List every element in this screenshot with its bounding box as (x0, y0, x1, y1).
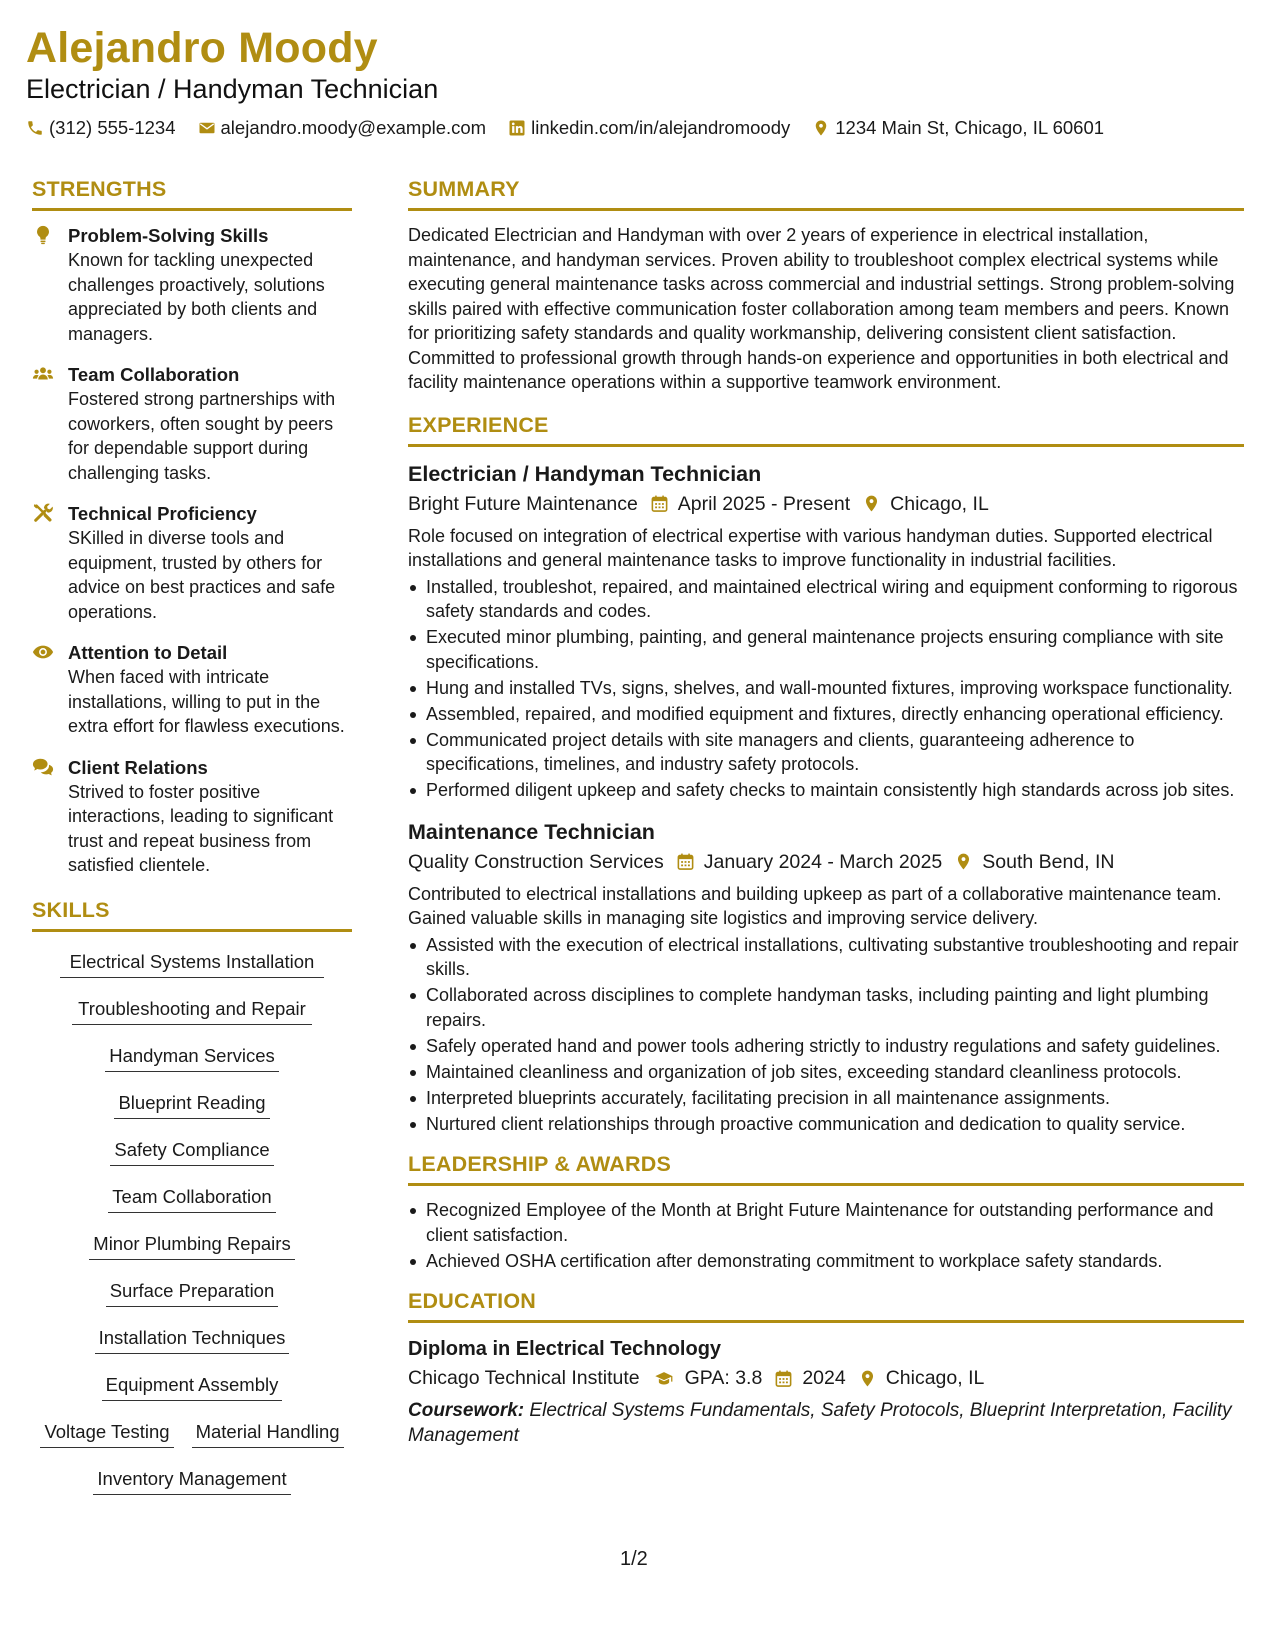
education-gpa: GPA: 3.8 (684, 1367, 763, 1389)
summary-text: Dedicated Electrician and Handyman with over 2 years of experience in electrical installation, maintenance, and handyman services. Proven ability to troubleshoot complex electrical systems while executing general maintenance tasks across commercial and industrial settings. Strong problem-solving skills paired with effective communication foster collaboration among team members and peers. Known for prioritizing safety standards and quality workmanship, delivering consistent client satisfaction. Committed to professional growth through hands-on experience and opportunities in both electrical and facility maintenance operations within a supportive teamwork environment. (408, 225, 1235, 392)
contact-phone-text: (312) 555-1234 (49, 117, 176, 138)
strength-item (32, 640, 352, 739)
bullet-item: Communicated project details with site managers and clients, guaranteeing adherence to specifications, timelines, and industry safety protocols. (408, 728, 1244, 777)
strength-title: Client Relations (68, 756, 208, 778)
bullet-item: Performed diligent upkeep and safety checks to maintain consistently high standards across job sites. (408, 778, 1244, 803)
job-location: South Bend, IN (982, 850, 1115, 873)
coursework-text: Electrical Systems Fundamentals, Safety Protocols, Blueprint Interpretation, Facility Management (408, 1400, 1232, 1446)
strength-item (32, 501, 352, 624)
skill-tag: Troubleshooting and Repair (72, 997, 312, 1025)
graduation-cap-icon (652, 1369, 676, 1388)
contact-address-text: 1234 Main St, Chicago, IL 60601 (835, 117, 1105, 138)
job-entry (408, 459, 1244, 803)
skill-tag: Blueprint Reading (114, 1091, 269, 1119)
skill-tag: Installation Techniques (95, 1326, 290, 1354)
education-year: 2024 (802, 1367, 846, 1389)
skill-tag: Surface Preparation (106, 1279, 279, 1307)
calendar-icon (676, 852, 695, 871)
strength-item (32, 223, 352, 346)
experience-heading: EXPERIENCE (408, 411, 1244, 447)
job-company: Bright Future Maintenance (408, 492, 638, 515)
resume-header (26, 22, 1246, 140)
bullet-item: Executed minor plumbing, painting, and general maintenance projects ensuring compliance with site specifications. (408, 625, 1244, 674)
job-bullets (408, 933, 1244, 1137)
bullet-item: Hung and installed TVs, signs, shelves, and wall-mounted fixtures, improving workspace functionality. (408, 676, 1244, 701)
strength-description: Strived to foster positive interactions, leading to significant trust and repeat business from satisfied clientele. (68, 781, 334, 875)
skill-tag: Safety Compliance (110, 1138, 273, 1166)
coursework-label: Coursework: (408, 1400, 525, 1421)
calendar-icon (774, 1369, 793, 1388)
lightbulb-icon (32, 224, 54, 246)
skill-tag: Handyman Services (105, 1044, 279, 1072)
map-pin-icon (954, 852, 973, 871)
education-coursework (408, 1398, 1244, 1448)
strength-title: Technical Proficiency (68, 503, 257, 524)
summary-heading: SUMMARY (408, 175, 1244, 211)
tools-icon (32, 502, 54, 524)
job-bullets (408, 575, 1244, 803)
bullet-item: Recognized Employee of the Month at Bright Future Maintenance for outstanding performance and client satisfaction. (408, 1198, 1244, 1247)
job-description: Contributed to electrical installations and building upkeep as part of a collaborative maintenance team. Gained valuable skills in managing site logistics and improving service delivery. (408, 883, 1222, 928)
users-icon (32, 363, 54, 385)
education-heading: EDUCATION (408, 1287, 1244, 1323)
job-dates: January 2024 - March 2025 (703, 850, 943, 873)
job-title: Maintenance Technician (408, 819, 655, 844)
eye-icon (32, 641, 54, 663)
bullet-item: Assembled, repaired, and modified equipment and fixtures, directly enhancing operational efficiency. (408, 702, 1244, 727)
education-meta (408, 1363, 1244, 1393)
skill-tag: Minor Plumbing Repairs (89, 1232, 294, 1260)
strength-item (32, 362, 352, 485)
job-meta (408, 489, 1244, 519)
job-title: Electrician / Handyman Technician (408, 461, 762, 486)
bullet-item: Assisted with the execution of electrical installations, cultivating substantive troubleshooting and repair skills. (408, 933, 1244, 982)
envelope-icon (198, 119, 216, 137)
leadership-bullets (408, 1198, 1244, 1273)
candidate-name: Alejandro Moody (26, 24, 378, 72)
map-pin-icon (862, 494, 881, 513)
phone-icon (26, 119, 44, 137)
strength-description: When faced with intricate installations, willing to put in the extra effort for flawless executions. (68, 667, 345, 736)
candidate-title: Electrician / Handyman Technician (26, 74, 439, 104)
education-location: Chicago, IL (885, 1367, 985, 1389)
bullet-item: Interpreted blueprints accurately, facilitating precision in all maintenance assignments. (408, 1086, 1244, 1111)
bullet-item: Safely operated hand and power tools adhering strictly to industry regulations and safety guidelines. (408, 1034, 1244, 1059)
bullet-item: Achieved OSHA certification after demonstrating commitment to workplace safety standards. (408, 1249, 1244, 1274)
contact-address[interactable] (812, 116, 1104, 140)
education-degree: Diploma in Electrical Technology (408, 1338, 722, 1360)
skills-list (32, 946, 352, 1495)
skill-tag: Team Collaboration (108, 1185, 275, 1213)
skill-tag: Electrical Systems Installation (60, 950, 324, 978)
contact-linkedin-text: linkedin.com/in/alejandromoody (531, 117, 791, 138)
page-number: 1/2 (620, 1548, 648, 1570)
strengths-heading: STRENGTHS (32, 175, 352, 211)
skills-heading: SKILLS (32, 896, 352, 932)
education-school: Chicago Technical Institute (408, 1367, 640, 1389)
strength-item (32, 755, 352, 878)
left-column (32, 175, 352, 1495)
job-entry (408, 817, 1244, 1137)
skill-tag: Inventory Management (93, 1467, 290, 1495)
skill-tag: Voltage Testing (40, 1420, 173, 1448)
strength-title: Attention to Detail (68, 642, 228, 663)
leadership-heading: LEADERSHIP & AWARDS (408, 1150, 1244, 1186)
comments-icon (32, 756, 54, 778)
skill-tag: Equipment Assembly (102, 1373, 283, 1401)
bullet-item: Installed, troubleshot, repaired, and maintained electrical wiring and equipment conforming to rigorous safety standards and codes. (408, 575, 1244, 624)
right-column (408, 175, 1244, 1448)
calendar-icon (650, 494, 669, 513)
job-company: Quality Construction Services (408, 850, 664, 873)
contact-email[interactable] (198, 116, 487, 140)
linkedin-icon (508, 119, 526, 137)
job-description: Role focused on integration of electrical expertise with various handyman duties. Supported electrical installations and general maintenance tasks to improve functionality in industrial facilities. (408, 525, 1213, 570)
contact-phone[interactable] (26, 116, 176, 140)
bullet-item: Maintained cleanliness and organization of job sites, exceeding standard cleanliness protocols. (408, 1060, 1244, 1085)
contact-linkedin[interactable] (508, 116, 790, 140)
job-dates: April 2025 - Present (677, 492, 851, 515)
contact-email-text: alejandro.moody@example.com (220, 117, 487, 138)
contact-bar (26, 116, 1246, 140)
map-pin-icon (812, 119, 830, 137)
bullet-item: Nurtured client relationships through proactive communication and dedication to quality service. (408, 1112, 1244, 1137)
strength-description: Known for tackling unexpected challenges proactively, solutions appreciated by both clients and managers. (68, 250, 325, 344)
skill-tag: Material Handling (192, 1420, 344, 1448)
strength-title: Team Collaboration (68, 364, 240, 385)
strength-description: SKilled in diverse tools and equipment, trusted by others for advice on best practices and safe operations. (68, 528, 336, 622)
job-location: Chicago, IL (890, 492, 989, 515)
map-pin-icon (858, 1369, 877, 1388)
job-meta (408, 847, 1244, 877)
bullet-item: Collaborated across disciplines to complete handyman tasks, including painting and light plumbing repairs. (408, 983, 1244, 1032)
strength-description: Fostered strong partnerships with coworkers, often sought by peers for dependable support during challenging tasks. (68, 389, 336, 483)
strength-title: Problem-Solving Skills (68, 225, 269, 246)
